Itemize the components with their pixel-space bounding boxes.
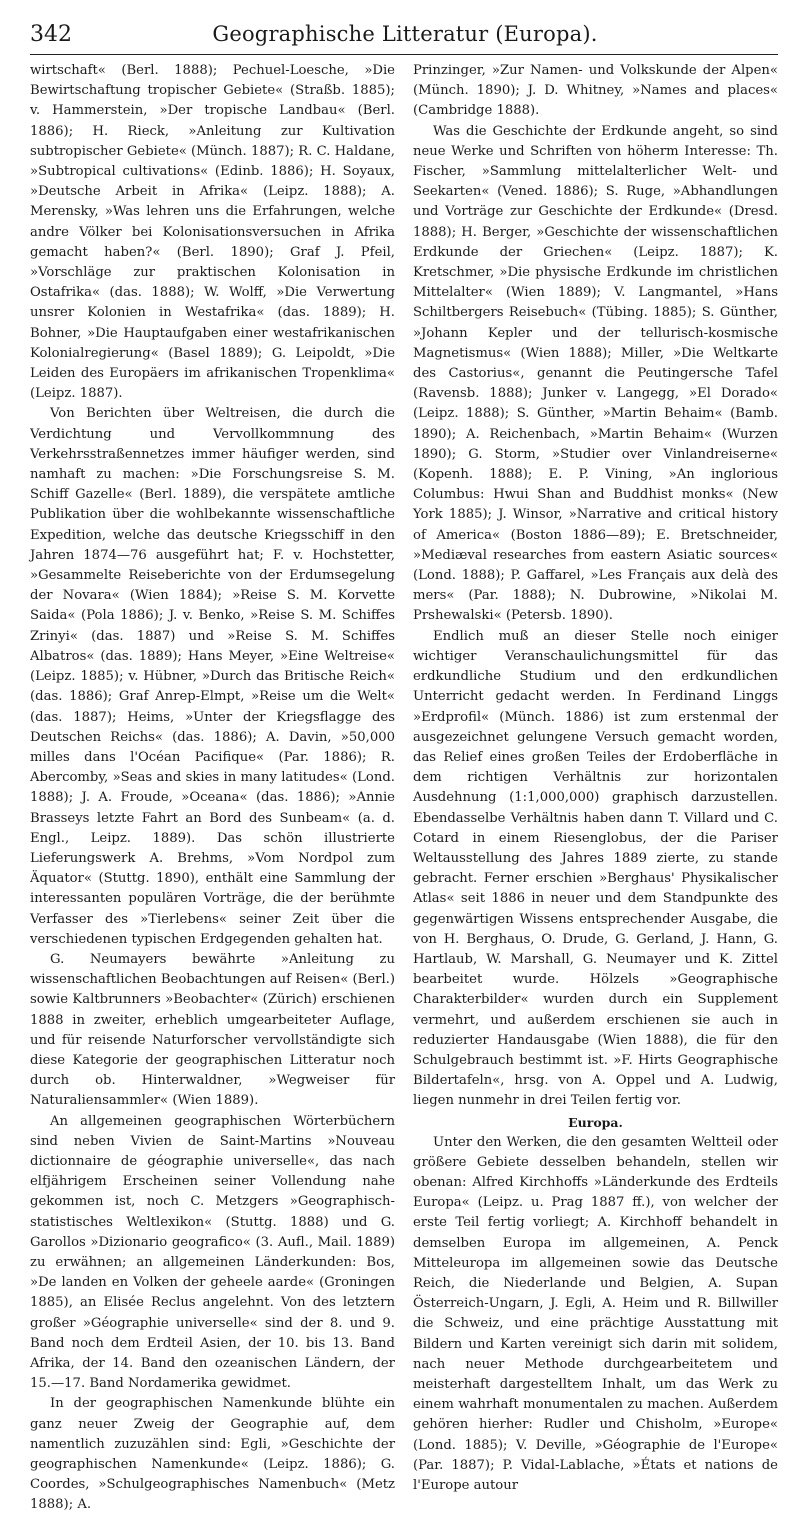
running-head: Geographische Litteratur (Europa). — [212, 22, 598, 46]
paragraph: Von Berichten über Weltreisen, die durch die Verdichtung und Vervollkommnung des Verkehrsstraßennetzes immer häufiger werden, sind namhaft zu machen: »Die Forschungsreise S. M. Schiff Gazelle« (Berl. 1889), die verspätete amtliche Publikation über die wohlbekannte wissenschaftliche Expedition, welche das deutsche Kriegsschiff in den Jahren 1874—76 ausgeführt hat; F. v. Hochstetter, »Gesammelte Reiseberichte von der Erdumsegelung der Novara« (Wien 1884); »Reise S. M. Korvette Saida« (Pola 1886); J. v. Benko, »Reise S. M. Schiffes Zrinyi« (das. 1887) und »Reise S. M. Schiffes Albatros« (das. 1889); Hans Meyer, »Eine Weltreise« (Leipz. 1885); v. Hübner, »Durch das Britische Reich« (das. 1886); Graf Anrep-Elmpt, »Reise um die Welt« (das. 1887); Heims, »Unter der Kriegsflagge des Deutschen Reichs« (das. 1886); A. Davin, »50,000 milles dans l'Océan Pacifique« (Par. 1886); R. Abercomby, »Seas and skies in many latitudes« (Lond. 1888); J. A. Froude, »Oceana« (das. 1886); »Annie Brasseys letzte Fahrt an Bord des Sunbeam« (a. d. Engl., Leipz. 1889). Das schön illustrierte Lieferungswerk A. Brehms, »Vom Nordpol zum Äquator« (Stuttg. 1890), enthält eine Sammlung der interessanten populären Vorträge, die der berühmte Verfasser des »Tierlebens« seiner Zeit über die verschiedenen typischen Erdgegenden gehalten hat. — [30, 406, 395, 947]
book-page — [30, 22, 778, 1513]
paragraph: Prinzinger, »Zur Namen- und Volkskunde der Alpen« (Münch. 1890); J. D. Whitney, »Names and places« (Cambridge 1888). — [413, 63, 778, 119]
left-column — [30, 61, 395, 1513]
paragraph: An allgemeinen geographischen Wörterbüchern sind neben Vivien de Saint-Martins »Nouveau dictionnaire de géographie universelle«, das nach elfjährigem Erscheinen seiner Vollendung nahe gekommen ist, noch C. Metzgers »Geographisch-statistisches Weltlexikon« (Stuttg. 1888) und G. Garollos »Dizionario geografico« (3. Aufl., Mail. 1889) zu erwähnen; an allgemeinen Länderkunden: Bos, »De landen en Volken der geheele aarde« (Groningen 1885), an Elisée Reclus angelehnt. Von des letztern großer »Géographie universelle« sind der 8. und 9. Band noch dem Erdteil Asien, der 10. bis 13. Band Afrika, der 14. Band den ozeanischen Ländern, der 15.—17. Band Nordamerika gewidmet. — [30, 1113, 395, 1392]
paragraph: Was die Geschichte der Erdkunde angeht, so sind neue Werke und Schriften von höherm Interesse: Th. Fischer, »Sammlung mittelalterlicher Welt- und Seekarten« (Vened. 1886); S. Ruge, »Abhandlungen und Vorträge zur Geschichte der Erdkunde« (Dresd. 1888); H. Berger, »Geschichte der wissenschaftlichen Erdkunde der Griechen« (Leipz. 1887); K. Kretschmer, »Die physische Erdkunde im christlichen Mittelalter« (Wien 1889); V. Langmantel, »Hans Schiltbergers Reisebuch« (Tübing. 1885); S. Günther, »Johann Kepler und der tellurisch-kosmische Magnetismus« (Wien 1888); Miller, »Die Weltkarte des Castorius«, genannt die Peutingersche Tafel (Ravensb. 1888); Junker v. Langegg, »El Dorado« (Leipz. 1888); S. Günther, »Martin Behaim« (Bamb. 1890); A. Reichenbach, »Martin Behaim« (Wurzen 1890); G. Storm, »Studier over Vinlandreiserne« (Kopenh. 1888); E. P. Vining, »An inglorious Columbus: Hwui Shan and Buddhist monks« (New York 1885); J. Winsor, »Narrative and critical history of America« (Boston 1886—89); E. Bretschneider, »Mediæval researches from eastern Asiatic sources« (Lond. 1888); P. Gaffarel, »Les Français aux delà des mers« (Par. 1888); N. Dubrowine, »Nikolai M. Prshewalski« (Petersb. 1890). — [413, 123, 778, 624]
paragraph: In der geographischen Namenkunde blühte ein ganz neuer Zweig der Geographie auf, dem namentlich zuzuzählen sind: Egli, »Geschichte der geographischen Namenkunde« (Leipz. 1886); G. Coordes, »Schulgeographisches Namenbuch« (Metz 1888); A. — [30, 1396, 395, 1513]
paragraph: G. Neumayers bewährte »Anleitung zu wissenschaftlichen Beobachtungen auf Reisen« (Berl.) sowie Kaltbrunners »Beobachter« (Zürich) erschienen 1888 in zweiter, erheblich umgearbeiteter Auflage, und für reisende Naturforscher vervollständigte sich diese Kategorie der geographischen Litteratur noch durch ob. Hinterwaldner, »Wegweiser für Naturaliensammler« (Wien 1889). — [30, 951, 395, 1109]
text-columns — [30, 61, 778, 1513]
section-heading: Europa. — [568, 1114, 623, 1130]
page-number: 342 — [30, 22, 72, 47]
paragraph: Endlich muß an dieser Stelle noch einiger wichtiger Veranschaulichungsmittel für das erdkundliche Studium und den erdkundlichen Unterricht gedacht werden. In Ferdinand Linggs »Erdprofil« (Münch. 1886) ist zum erstenmal der ausgezeichnet gelungene Versuch gemacht worden, das Relief eines großen Teiles der Erdoberfläche in dem richtigen Verhältnis zur horizontalen Ausdehnung (1:1,000,000) graphisch darzustellen. Ebendasselbe Verhältnis haben dann T. Villard und C. Cotard in einem Riesenglobus, der die Pariser Weltausstellung des Jahres 1889 zierte, zu stande gebracht. Ferner erschien »Berghaus' Physikalischer Atlas« seit 1886 in neuer und dem Standpunkte des gegenwärtigen Wissens entsprechender Ausgabe, die von H. Berghaus, O. Drude, G. Gerland, J. Hann, G. Hartlaub, W. Marshall, G. Neumayer und K. Zittel bearbeitet wurde. Hölzels »Geographische Charakterbilder« wurden durch ein Supplement vermehrt, und außerdem erschienen sie auch in reduzierter Handausgabe (Wien 1888), die für den Schulgebrauch bestimmt ist. »F. Hirts Geographische Bildertafeln«, hrsg. von A. Oppel und A. Ludwig, liegen nunmehr in drei Teilen fertig vor. — [413, 628, 778, 1109]
right-column — [413, 61, 778, 1494]
page-header — [30, 22, 778, 55]
paragraph: wirtschaft« (Berl. 1888); Pechuel-Loesche, »Die Bewirtschaftung tropischer Gebiete« (Straßb. 1885); v. Hammerstein, »Der tropische Landbau« (Berl. 1886); H. Rieck, »Anleitung zur Kultivation subtropischer Gebiete« (Münch. 1887); R. C. Haldane, »Subtropical cultivations« (Edinb. 1886); H. Soyaux, »Deutsche Arbeit in Afrika« (Leipz. 1888); A. Merensky, »Was lehren uns die Erfahrungen, welche andre Völker bei Kolonisationsversuchen in Afrika gemacht haben?« (Berl. 1890); Graf J. Pfeil, »Vorschläge zur praktischen Kolonisation in Ostafrika« (das. 1888); W. Wolff, »Die Verwertung unsrer Kolonien in Westafrika« (das. 1889); H. Bohner, »Die Hauptaufgaben einer westafrikanischen Kolonialregierung« (Basel 1889); G. Leipoldt, »Die Leiden des Europäers im afrikanischen Tropenklima« (Leipz. 1887). — [30, 63, 395, 402]
paragraph: Unter den Werken, die den gesamten Weltteil oder größere Gebiete desselben behandeln, stellen wir obenan: Alfred Kirchhoffs »Länderkunde des Erdteils Europa« (Leipz. u. Prag 1887 ff.), von welcher der erste Teil fertig vorliegt; A. Kirchhoff behandelt in demselben Europa im allgemeinen, A. Penck Mitteleuropa im allgemeinen sowie das Deutsche Reich, die Niederlande und Belgien, A. Supan Österreich-Ungarn, J. Egli, A. Heim und R. Billwiller die Schweiz, und eine prächtige Ausstattung mit Bildern und Karten vereinigt sich darin mit solidem, nach neuer Methode durchgearbeitetem und meisterhaft dargestelltem Inhalt, um das Werk zu einem wahrhaft monumentalen zu machen. Außerdem gehören hierher: Rudler und Chisholm, »Europe« (Lond. 1885); V. Deville, »Géographie de l'Europe« (Par. 1887); P. Vidal-Lablache, »États et nations de l'Europe autour — [413, 1134, 778, 1494]
